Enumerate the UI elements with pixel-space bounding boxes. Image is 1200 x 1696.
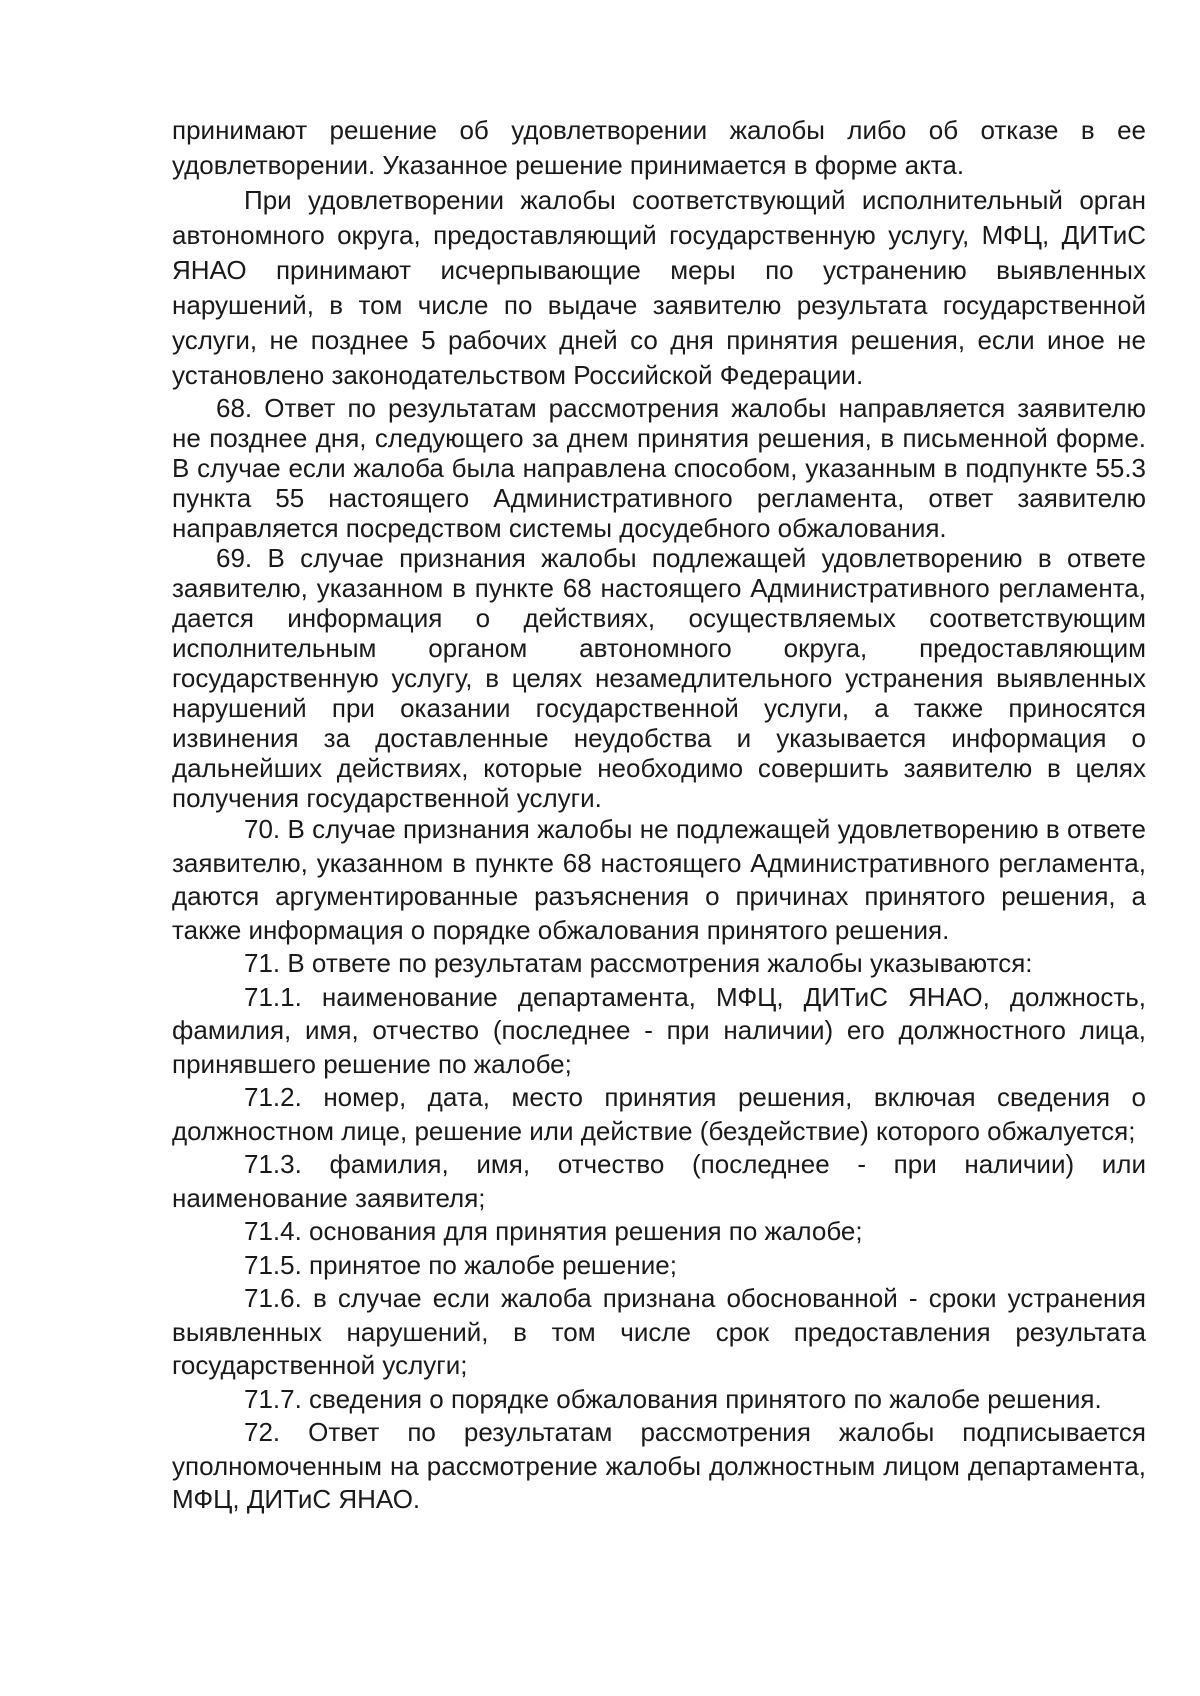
paragraph-71-3: 71.3. фамилия, имя, отчество (последнее - при наличии) или наименование заявителя; [172, 1149, 1146, 1213]
paragraph-71-5: 71.5. принятое по жалобе решение; [244, 1249, 677, 1280]
paragraph-71-2: 71.2. номер, дата, место принятия решения, включая сведения о должностном лице, решение или действие (бездействие) которого обжалуется; [172, 1082, 1146, 1146]
paragraph-satisfaction-measures: При удовлетворении жалобы соответствующий исполнительный орган автономного округа, предоставляющий государственную услугу, МФЦ, ДИТиС ЯНАО принимают исчерпывающие меры по устранению выявленных нарушений, в том числе по выдаче заявителю результата государственной услуги, не позднее 5 рабочих дней со дня принятия решения, если иное не установлено законодательством Российской Федерации. [172, 185, 1146, 390]
paragraph-71-6: 71.6. в случае если жалоба признана обоснованной - сроки устранения выявленных нарушений, в том числе срок предоставления результата государственной услуги; [172, 1283, 1146, 1380]
paragraph-71-1: 71.1. наименование департамента, МФЦ, ДИТиС ЯНАО, должность, фамилия, имя, отчество (последнее - при наличии) его должностного лица, принявшего решение по жалобе; [172, 981, 1146, 1079]
paragraph-71-4: 71.4. основания для принятия решения по жалобе; [244, 1216, 863, 1246]
paragraph-70: 70. В случае признания жалобы не подлежащей удовлетворению в ответе заявителю, указанном в пункте 68 настоящего Административного регламента, даются аргументированные разъяснения о причинах принятого решения, а также информация о порядке обжалования принятого решения. [172, 814, 1146, 945]
paragraph-71-7: 71.7. сведения о порядке обжалования принятого по жалобе решения. [244, 1383, 1102, 1414]
document-body [172, 113, 1146, 1517]
paragraph-69: 69. В случае признания жалобы подлежащей удовлетворению в ответе заявителю, указанном в пункте 68 настоящего Административного регламента, дается информация о действиях, осуществляемых соответствующим исполнительным органом автономного округа, предоставляющим государственную услугу, в целях незамедлительного устранения выявленных нарушений при оказании государственной услуги, а также приносятся извинения за доставленные неудобства и указывается информация о дальнейших действиях, которые необходимо совершить заявителю в целях получения государственной услуги. [172, 543, 1146, 813]
paragraph-71: 71. В ответе по результатам рассмотрения жалобы указываются: [244, 948, 1033, 978]
paragraph-72: 72. Ответ по результатам рассмотрения жалобы подписывается уполномоченным на рассмотрение жалобы должностным лицом департамента, МФЦ, ДИТиС ЯНАО. [172, 1417, 1146, 1514]
paragraph-continuation: принимают решение об удовлетворении жалобы либо об отказе в ее удовлетворении. Указанное решение принимается в форме акта. [172, 115, 1146, 180]
paragraph-68: 68. Ответ по результатам рассмотрения жалобы направляется заявителю не позднее дня, следующего за днем принятия решения, в письменной форме. В случае если жалоба была направлена способом, указанным в подпункте 55.3 пункта 55 настоящего Административного регламента, ответ заявителю направляется посредством системы досудебного обжалования. [172, 393, 1146, 543]
